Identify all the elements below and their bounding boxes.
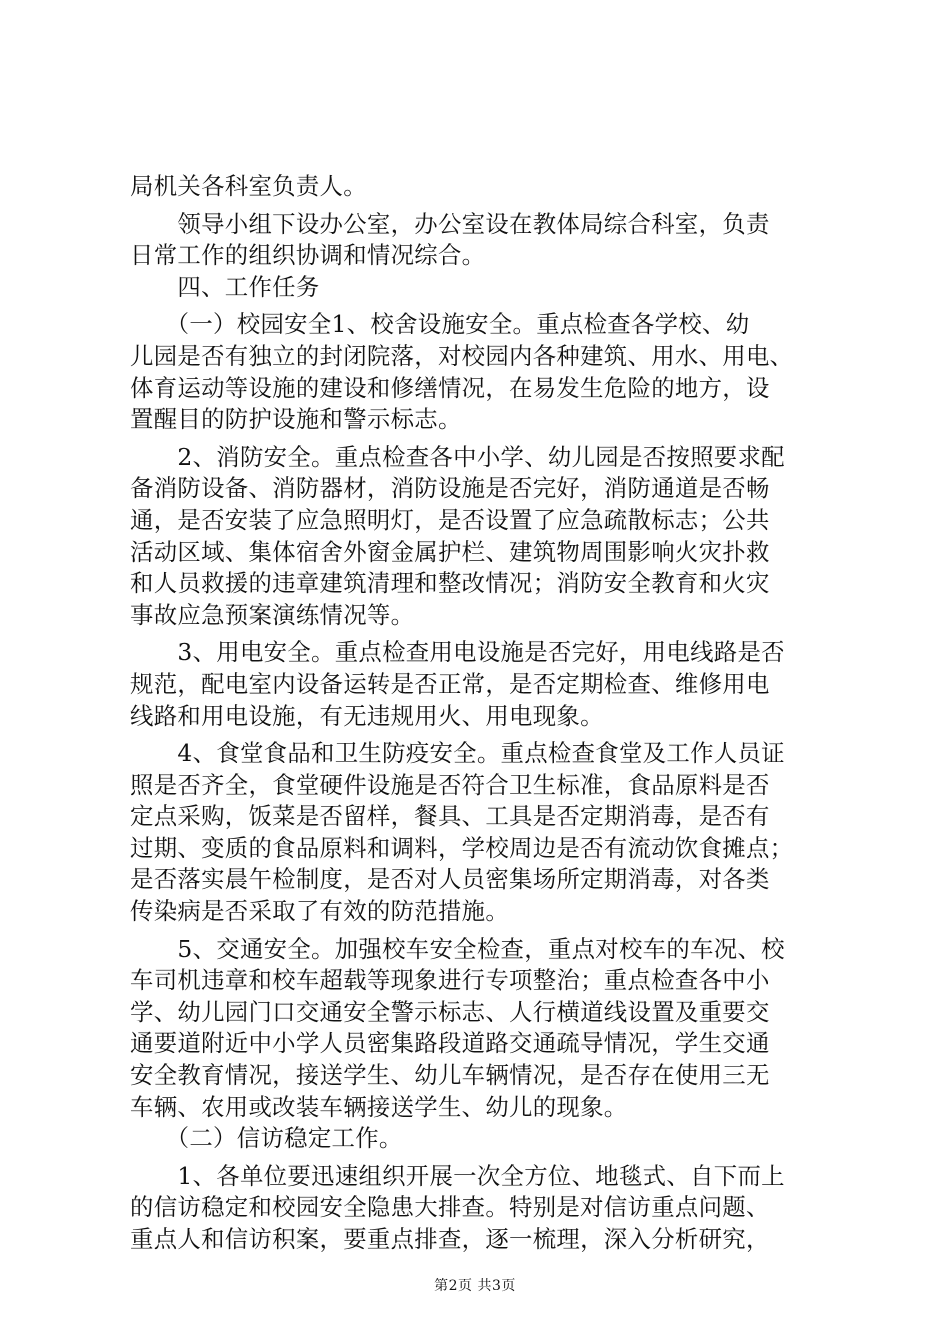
- page-number-footer: 第2页 共3页: [434, 1278, 516, 1294]
- body-text: [130, 171, 830, 1256]
- text-line: 2、消防安全。重点检查各中小学、幼儿园是否按照要求配: [130, 442, 785, 471]
- text-line: 的信访稳定和校园安全隐患大排查。特别是对信访重点问题、: [130, 1193, 770, 1222]
- text-line: 重点人和信访积案，要重点排查，逐一梳理，深入分析研究，: [130, 1225, 770, 1253]
- text-line: 线路和用电设施，有无违规用火、用电现象。: [130, 701, 604, 730]
- text-line: 5、交通安全。加强校车安全检查，重点对校车的车况、校: [130, 934, 785, 963]
- text-line: 规范，配电室内设备运转是否正常，是否定期检查、维修用电: [130, 669, 770, 698]
- text-line: 四、工作任务: [130, 272, 320, 301]
- text-line: 安全教育情况，接送学生、幼儿车辆情况，是否存在使用三无: [130, 1061, 770, 1090]
- text-line: （二）信访稳定工作。: [130, 1124, 403, 1153]
- text-line: 通要道附近中小学人员密集路段道路交通疏导情况，学生交通: [130, 1029, 770, 1058]
- text-line: 事故应急预案演练情况等。: [130, 600, 415, 629]
- text-line: （一）校园安全1、校舍设施安全。重点检查各学校、幼: [130, 310, 750, 339]
- text-line: 1、各单位要迅速组织开展一次全方位、地毯式、自下而上: [130, 1161, 785, 1190]
- text-line: 日常工作的组织协调和情况综合。: [130, 241, 486, 270]
- text-line: 学、幼儿园门口交通安全警示标志、人行横道线设置及重要交: [130, 997, 770, 1026]
- text-line: 通，是否安装了应急照明灯，是否设置了应急疏散标志；公共: [130, 505, 770, 534]
- text-line: 局机关各科室负责人。: [130, 172, 367, 200]
- text-line: 过期、变质的食品原料和调料，学校周边是否有流动饮食摊点；: [130, 833, 794, 862]
- text-line: 照是否齐全，食堂硬件设施是否符合卫生标准，食品原料是否: [130, 770, 770, 799]
- text-line: 备消防设备、消防器材，消防设施是否完好，消防通道是否畅: [130, 474, 770, 503]
- text-line: 儿园是否有独立的封闭院落，对校园内各种建筑、用水、用电、: [130, 341, 794, 370]
- text-line: 3、用电安全。重点检查用电设施是否完好，用电线路是否: [130, 638, 785, 667]
- text-line: 是否落实晨午检制度，是否对人员密集场所定期消毒，对各类: [130, 865, 770, 894]
- text-line: 车辆、农用或改装车辆接送学生、幼儿的现象。: [130, 1092, 628, 1121]
- text-line: 和人员救援的违章建筑清理和整改情况；消防安全教育和火灾: [130, 569, 770, 598]
- text-line: 定点采购，饭菜是否留样，餐具、工具是否定期消毒，是否有: [130, 802, 770, 831]
- text-line: 4、食堂食品和卫生防疫安全。重点检查食堂及工作人员证: [130, 739, 785, 768]
- text-line: 车司机违章和校车超载等现象进行专项整治；重点检查各中小: [130, 966, 770, 995]
- text-line: 传染病是否采取了有效的防范措施。: [130, 897, 510, 926]
- text-line: 体育运动等设施的建设和修缮情况，在易发生危险的地方，设: [130, 373, 770, 402]
- text-line: 领导小组下设办公室，办公室设在教体局综合科室，负责: [130, 209, 770, 238]
- text-line: 置醒目的防护设施和警示标志。: [130, 405, 462, 434]
- text-line: 活动区域、集体宿舍外窗金属护栏、建筑物周围影响火灾扑救: [130, 537, 770, 566]
